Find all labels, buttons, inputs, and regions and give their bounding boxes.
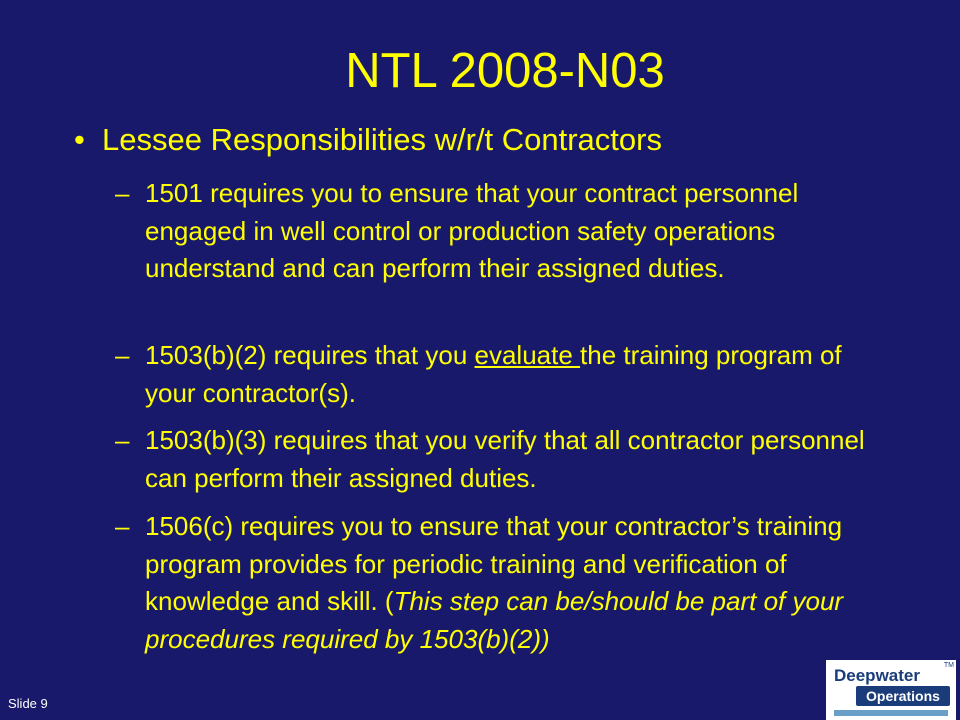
trademark: TM [943, 662, 954, 669]
dash-marker: – [115, 425, 130, 455]
text-part: 1503(b)(2) requires that you [145, 340, 475, 370]
text-part: the training program of your contractor(s). [145, 340, 842, 408]
underlined-word: evaluate [474, 340, 581, 370]
deepwater-operations-logo [826, 660, 956, 720]
sub-bullet-text: 1503(b)(3) requires that you verify that all contractor personnel can perform their assigned duties. [145, 425, 865, 493]
dash-marker: – [115, 178, 130, 208]
sub-bullet-text [145, 337, 885, 412]
slide-title: NTL 2008-N03 [345, 44, 665, 98]
dash-marker: – [115, 340, 130, 370]
logo-wave-bar [834, 710, 948, 716]
bullet-dot: • [74, 122, 85, 157]
dash-marker: – [115, 511, 130, 541]
sub-bullet-text: 1501 requires you to ensure that your contract personnel engaged in well control or production safety operations understand and can perform their assigned duties. [145, 178, 799, 283]
slide-number: Slide 9 [8, 696, 48, 711]
text-part: 1506(c) requires you to ensure that your contractor’s training program provides for periodic training and verification of knowledge and skill. ( [145, 511, 843, 616]
logo-line2: Operations [856, 686, 950, 706]
sub-bullet-text [145, 508, 885, 658]
logo-line1: Deepwater [834, 666, 920, 685]
italic-note: This step can be/should be part of your procedures required by 1503(b)(2)) [145, 586, 844, 654]
bullet-text: Lessee Responsibilities w/r/t Contractors [102, 122, 662, 157]
